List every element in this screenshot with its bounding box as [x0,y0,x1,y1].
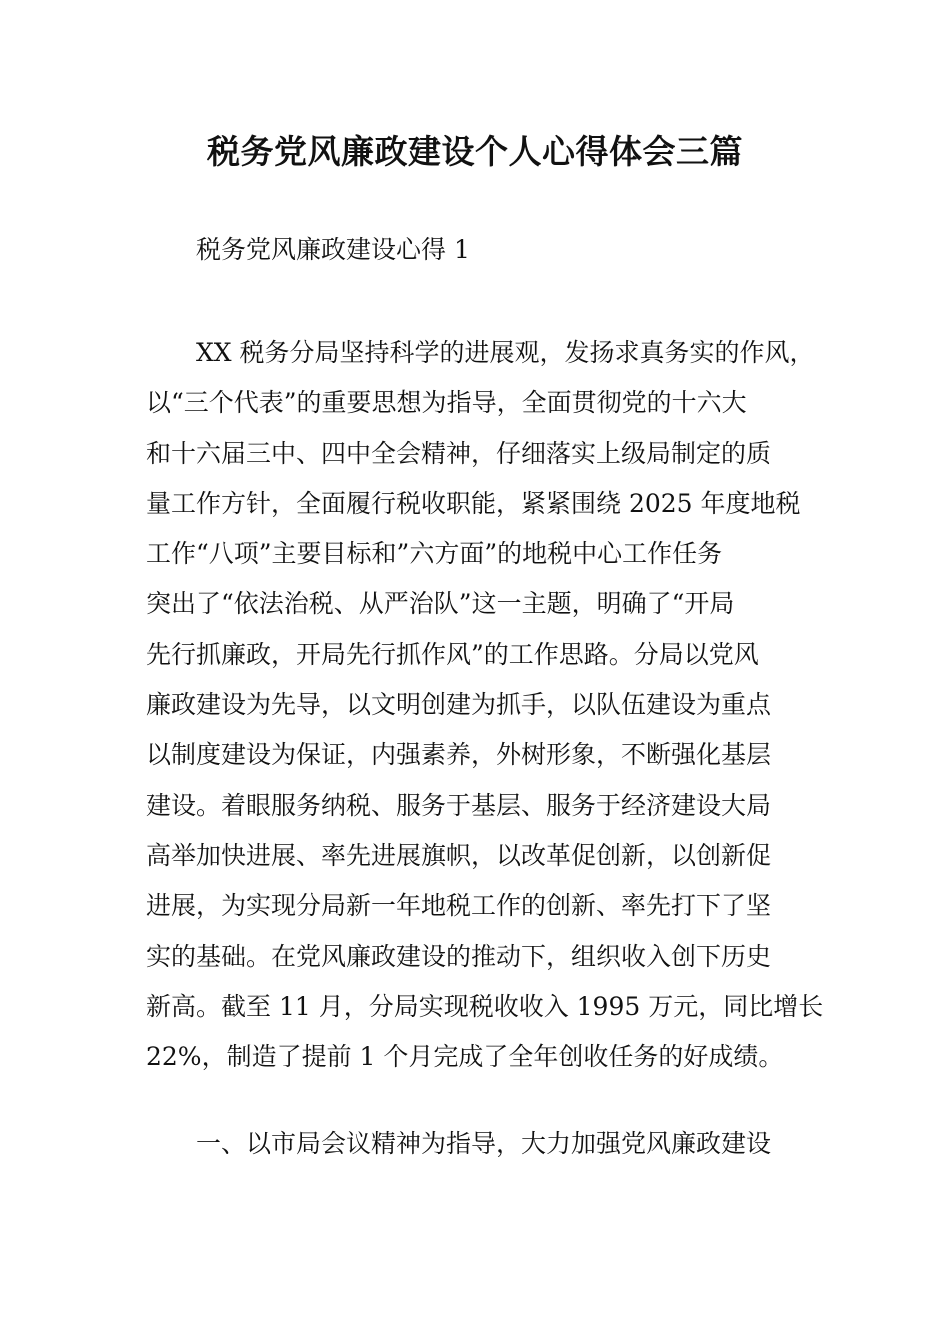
paragraph-line: 和十六届三中、四中全会精神，仔细落实上级局制定的质 [146,438,772,468]
paragraph-line: 以“三个代表”的重要思想为指导，全面贯彻党的十六大 [146,388,747,418]
paragraph-line: 高举加快进展、率先进展旗帜，以改革促创新，以创新促 [146,840,772,870]
paragraph-line: 进展，为实现分局新一年地税工作的创新、率先打下了坚 [146,891,772,921]
paragraph-line: 突出了“依法治税、从严治队”这一主题，明确了“开局 [146,589,735,619]
document-subtitle: 税务党风廉政建设心得 1 [196,235,470,264]
paragraph-line: 新高。截至 11 月，分局实现税收收入 1995 万元，同比增长 [146,991,824,1021]
document-title: 税务党风廉政建设个人心得体会三篇 [207,132,743,171]
body-paragraph [146,328,824,1082]
paragraph-line: 22%，制造了提前 1 个月完成了全年创收任务的好成绩。 [146,1042,784,1072]
paragraph-line: XX 税务分局坚持科学的进展观，发扬求真务实的作风， [196,338,815,367]
paragraph-line: 先行抓廉政，开局先行抓作风”的工作思路。分局以党风 [146,639,759,669]
paragraph-line: 廉政建设为先导，以文明创建为抓手，以队伍建设为重点 [146,690,772,720]
paragraph-line: 实的基础。在党风廉政建设的推动下，组织收入创下历史 [146,941,772,971]
paragraph-line: 工作“八项”主要目标和”六方面”的地税中心工作任务 [146,539,723,569]
paragraph-line: 量工作方针，全面履行税收职能，紧紧围绕 2025 年度地税 [146,488,801,518]
paragraph-line: 以制度建设为保证，内强素养，外树形象，不断强化基层 [146,740,772,770]
section-heading: 一、以市局会议精神为指导，大力加强党风廉政建设 [196,1129,772,1158]
paragraph-line: 建设。着眼服务纳税、服务于基层、服务于经济建设大局 [146,790,772,820]
